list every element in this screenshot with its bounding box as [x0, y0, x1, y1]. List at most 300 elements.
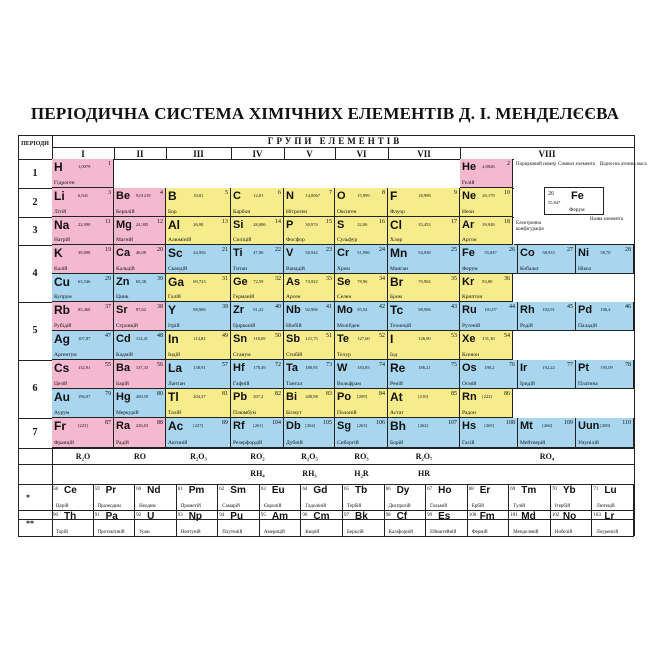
element-cell[interactable] [52, 274, 114, 303]
element-symbol: Ac [168, 419, 184, 433]
element-symbol: Pd [578, 304, 593, 316]
actinide-cell[interactable] [551, 511, 593, 536]
element-symbol: S [337, 219, 345, 231]
atomic-mass: 4,0026 [482, 164, 495, 169]
element-cell[interactable] [388, 274, 460, 303]
element-name: Гелій [462, 180, 475, 186]
element-symbol: Sb [286, 333, 301, 345]
element-name: Ейнштейній [430, 530, 457, 535]
element-symbol: Ni [578, 247, 589, 259]
element-cell[interactable] [52, 360, 114, 389]
element-symbol: La [168, 361, 183, 375]
element-name: Америцій [263, 530, 285, 535]
element-cell[interactable] [166, 389, 231, 418]
actinide-cell[interactable] [509, 511, 551, 536]
atomic-number: 92 [136, 513, 142, 518]
element-symbol: W [337, 362, 348, 374]
element-symbol: Fe [462, 247, 475, 259]
atomic-mass: [262] [305, 423, 316, 428]
element-cell[interactable] [460, 217, 513, 245]
element-name: Іридій [520, 381, 535, 387]
element-cell[interactable] [52, 188, 114, 217]
element-cell[interactable] [52, 302, 114, 331]
element-cell[interactable] [52, 418, 114, 448]
element-cell[interactable] [335, 360, 388, 389]
atomic-number: 76 [509, 362, 515, 368]
atomic-mass: 32,06 [357, 222, 368, 227]
group-number: III [193, 149, 204, 159]
atomic-number: 110 [622, 420, 631, 426]
element-name: Криптон [462, 294, 483, 300]
atomic-mass: 26,98 [193, 222, 204, 227]
element-name: Тербій [347, 504, 362, 509]
actinide-cell[interactable] [94, 511, 136, 536]
element-symbol: Yb [562, 485, 576, 496]
atomic-number: 50 [275, 333, 281, 339]
atomic-number: 93 [177, 513, 183, 518]
oxide-formula: RO₂ [250, 452, 265, 461]
atomic-mass: 28,086 [253, 222, 266, 227]
element-symbol: Er [479, 485, 491, 496]
element-name: Нітроген [286, 209, 308, 215]
atomic-number: 56 [157, 362, 163, 368]
element-name: Кюрій [305, 530, 320, 535]
element-symbol: Am [271, 511, 288, 522]
atomic-mass: [227] [193, 423, 204, 428]
grid-line [52, 484, 53, 536]
element-symbol: Hs [462, 420, 477, 432]
hydride-formula: H₂R [354, 469, 369, 478]
atomic-number: 95 [260, 513, 266, 518]
element-symbol: Uun [578, 420, 600, 432]
atomic-mass: 15,999 [357, 193, 370, 198]
element-name: Самарій [222, 504, 240, 509]
atomic-number: 28 [625, 247, 631, 253]
element-symbol: Pu [230, 511, 244, 522]
element-symbol: B [168, 189, 177, 203]
element-name: Купрум [54, 294, 72, 300]
atomic-mass: 63,546 [78, 278, 91, 284]
element-cell[interactable] [231, 389, 284, 418]
atomic-number: 48 [157, 333, 163, 339]
element-name: Унунілій [578, 440, 599, 446]
element-cell[interactable] [284, 245, 335, 274]
element-cell[interactable] [518, 360, 576, 389]
atomic-mass: 190,2 [484, 365, 495, 370]
atomic-mass: [266] [542, 423, 553, 428]
element-name: Протактиній [97, 530, 125, 535]
element-name: Менделевій [513, 530, 539, 535]
actinide-cell[interactable] [343, 511, 385, 536]
atomic-number: 8 [382, 190, 385, 196]
atomic-number: 19 [105, 247, 111, 253]
element-name: Рубідій [54, 323, 72, 329]
atomic-number: 97 [344, 513, 349, 518]
group-number: VIII [538, 149, 556, 159]
lanthanide-cell[interactable] [551, 485, 593, 510]
element-symbol: Re [390, 361, 406, 375]
element-name: Радій [116, 440, 129, 446]
element-name: Цезій [54, 381, 68, 387]
element-cell[interactable] [284, 217, 335, 245]
element-name: Берилій [116, 209, 135, 215]
element-name: Літій [54, 209, 67, 215]
element-cell[interactable] [231, 302, 284, 331]
element-cell[interactable] [335, 245, 388, 274]
element-cell[interactable] [114, 360, 166, 389]
element-cell[interactable] [114, 217, 166, 245]
atomic-number: 65 [344, 487, 349, 492]
element-symbol: Lr [604, 511, 615, 522]
atomic-number: 69 [510, 487, 516, 492]
element-cell[interactable] [52, 331, 114, 360]
element-cell[interactable] [388, 360, 460, 389]
element-cell[interactable] [335, 331, 388, 360]
element-symbol: Mn [390, 246, 408, 260]
element-name: Борій [390, 440, 404, 446]
atomic-number: 79 [105, 391, 111, 397]
element-cell[interactable] [231, 217, 284, 245]
element-symbol: Ra [116, 420, 131, 432]
element-symbol: Bk [355, 511, 368, 522]
atomic-number: 103 [593, 513, 601, 518]
element-name: Плюмбум [233, 410, 256, 416]
lanthanide-cell[interactable] [135, 485, 177, 510]
actinide-cell[interactable] [177, 511, 219, 536]
grid-line [18, 448, 634, 449]
lanthanide-cell[interactable] [94, 485, 136, 510]
atomic-number: 87 [105, 420, 111, 426]
actinide-cell[interactable] [426, 511, 468, 536]
lanthanide-cell[interactable] [592, 485, 634, 510]
element-name: Ванадій [286, 265, 305, 272]
element-name: Барій [116, 381, 129, 387]
element-cell[interactable] [231, 274, 284, 303]
element-symbol: Cd [116, 333, 131, 345]
element-symbol: Au [54, 390, 70, 404]
element-name: Диспрозій [388, 504, 411, 509]
element-symbol: P [286, 219, 294, 231]
atomic-number: 17 [451, 219, 457, 225]
element-cell[interactable] [388, 217, 460, 245]
element-cell[interactable] [114, 302, 166, 331]
element-cell[interactable] [166, 217, 231, 245]
element-name: Стибій [286, 352, 303, 358]
element-name: Радон [462, 410, 476, 416]
atomic-mass: 30,974 [305, 222, 318, 227]
element-cell[interactable] [576, 418, 634, 448]
element-symbol: Xe [462, 333, 476, 345]
element-name: Ферум [462, 265, 478, 272]
lanthanide-cell[interactable] [177, 485, 219, 510]
element-cell[interactable] [335, 217, 388, 245]
atomic-number: 9 [454, 190, 457, 196]
atomic-number: 55 [105, 362, 111, 368]
element-symbol: Sm [230, 485, 246, 496]
atomic-mass: 226,03 [135, 423, 149, 428]
element-cell[interactable] [388, 302, 460, 331]
element-symbol: Pb [233, 391, 248, 403]
atomic-mass: 132,91 [78, 365, 91, 370]
legend-mass-label: Відносна атомна маса [600, 162, 647, 167]
lanthanide-cell[interactable] [301, 485, 343, 510]
element-symbol: Pm [188, 485, 205, 496]
atomic-mass: 107,87 [78, 336, 91, 341]
element-cell[interactable] [166, 302, 231, 331]
element-symbol: Tm [521, 485, 537, 496]
element-cell[interactable] [460, 302, 518, 331]
element-cell[interactable] [284, 331, 335, 360]
element-cell[interactable] [576, 245, 634, 274]
hydride-formula: RH₄ [250, 469, 265, 478]
actinide-cell[interactable] [385, 511, 427, 536]
element-cell[interactable] [388, 418, 460, 448]
atomic-mass: 127,60 [357, 336, 370, 341]
element-cell[interactable] [284, 389, 335, 418]
element-symbol: Kr [462, 275, 475, 288]
atomic-number: 86 [504, 391, 510, 397]
element-cell[interactable] [284, 360, 335, 389]
element-cell[interactable] [114, 389, 166, 418]
legend-name-label: Назва елемента [590, 217, 624, 222]
actinide-cell[interactable] [260, 511, 302, 536]
legend-sample-mass: 55,847 [548, 200, 561, 205]
element-cell[interactable] [166, 360, 231, 389]
atomic-mass: [263] [357, 423, 367, 428]
element-cell[interactable] [166, 418, 231, 448]
atomic-mass: [222] [482, 394, 492, 399]
group-number: VI [356, 149, 367, 159]
element-name: Паладій [578, 323, 597, 329]
element-cell[interactable] [460, 360, 518, 389]
element-symbol: Es [438, 511, 451, 522]
lanthanide-cell[interactable] [468, 485, 510, 510]
atomic-number: 73 [326, 362, 332, 368]
element-name: Селен [337, 294, 352, 300]
hydride-formula: HR [418, 469, 430, 478]
element-name: Манган [390, 265, 408, 272]
oxide-formula: RO [134, 452, 146, 461]
element-name: Францій [54, 440, 74, 446]
element-cell[interactable] [284, 418, 335, 448]
atomic-mass: 65,38 [135, 278, 146, 284]
atomic-number: 77 [567, 362, 573, 368]
element-cell[interactable] [460, 331, 513, 360]
element-cell[interactable] [576, 360, 634, 389]
lanthanide-cell[interactable] [52, 485, 94, 510]
atomic-mass: 106,4 [600, 307, 611, 312]
lanthanide-cell[interactable] [218, 485, 260, 510]
element-name: Кобальт [520, 265, 539, 272]
element-cell[interactable] [388, 245, 460, 274]
element-cell[interactable] [114, 331, 166, 360]
atomic-number: 41 [326, 304, 332, 310]
lanthanide-cell[interactable] [260, 485, 302, 510]
actinide-cell[interactable] [301, 511, 343, 536]
element-cell[interactable] [231, 188, 284, 217]
element-name: Телур [337, 352, 351, 358]
element-symbol: Tb [355, 485, 368, 496]
oxide-formula: RO₄ [539, 452, 555, 461]
element-cell[interactable] [231, 418, 284, 448]
element-symbol: Sn [233, 333, 248, 345]
element-name: Бром [390, 294, 403, 300]
element-name: Іод [390, 352, 398, 358]
element-cell[interactable] [231, 360, 284, 389]
element-name: Фосфор [286, 237, 305, 243]
atomic-mass: 83,80 [482, 278, 493, 284]
atomic-mass: 14,0067 [305, 193, 321, 198]
element-symbol: Ag [54, 332, 70, 346]
element-cell[interactable] [52, 159, 114, 188]
element-symbol: Be [116, 190, 131, 202]
element-cell[interactable] [114, 274, 166, 303]
element-cell[interactable] [166, 245, 231, 274]
element-symbol: O [337, 190, 346, 202]
element-cell[interactable] [388, 188, 460, 217]
actinide-cell[interactable] [468, 511, 510, 536]
element-cell[interactable] [460, 389, 513, 418]
element-cell[interactable] [52, 217, 114, 245]
atomic-mass: 200,59 [135, 394, 149, 399]
element-cell[interactable] [460, 274, 513, 303]
element-cell[interactable] [576, 302, 634, 331]
element-cell[interactable] [231, 245, 284, 274]
element-name: Бор [168, 209, 177, 215]
actinide-cell[interactable] [52, 511, 94, 536]
element-cell[interactable] [231, 331, 284, 360]
element-cell[interactable] [460, 159, 513, 188]
element-cell[interactable] [166, 331, 231, 360]
atomic-mass: 131,30 [482, 336, 495, 341]
legend-sample-symbol: Fe [571, 190, 584, 202]
element-name: Актиній [168, 440, 188, 446]
atomic-mass: 24,305 [135, 222, 149, 227]
period-number: 1 [32, 167, 38, 179]
element-symbol: Ir [520, 362, 528, 374]
grid-line [284, 147, 285, 159]
atomic-number: 45 [567, 304, 573, 310]
atomic-number: 99 [427, 513, 433, 518]
atomic-number: 46 [625, 304, 631, 310]
element-name: Дубній [286, 440, 303, 446]
element-symbol: C [233, 190, 241, 202]
lanthanide-marker: * [26, 492, 30, 502]
element-cell[interactable] [335, 389, 388, 418]
atomic-number: 20 [157, 247, 163, 253]
actinide-cell[interactable] [218, 511, 260, 536]
grid-line [18, 536, 634, 537]
element-cell[interactable] [335, 188, 388, 217]
element-cell[interactable] [335, 418, 388, 448]
atomic-mass: 207,2 [253, 394, 264, 399]
element-cell[interactable] [114, 418, 166, 448]
atomic-number: 80 [157, 391, 163, 397]
element-name: Тантал [286, 381, 303, 387]
element-cell[interactable] [166, 188, 231, 217]
atomic-number: 35 [451, 275, 457, 282]
atomic-number: 42 [379, 304, 385, 310]
legend-config-label: Електронна конфігурація [516, 221, 544, 232]
lanthanide-cell[interactable] [385, 485, 427, 510]
element-symbol: Y [168, 303, 177, 317]
element-cell[interactable] [388, 389, 460, 418]
element-cell[interactable] [460, 418, 518, 448]
grid-line [18, 464, 634, 465]
element-cell[interactable] [335, 274, 388, 303]
element-cell[interactable] [460, 188, 513, 217]
atomic-number: 104 [272, 420, 281, 426]
atomic-number: 78 [625, 362, 631, 368]
element-name: Берклій [347, 530, 364, 535]
element-symbol: Db [286, 420, 301, 432]
actinide-cell[interactable] [592, 511, 634, 536]
group-number: I [81, 149, 85, 159]
atomic-mass: 22,990 [78, 222, 91, 227]
element-cell[interactable] [52, 245, 114, 274]
element-cell[interactable] [518, 302, 576, 331]
element-symbol: N [286, 190, 294, 202]
period-number: 7 [32, 427, 38, 438]
element-cell[interactable] [518, 418, 576, 448]
element-name: Лютецій [596, 504, 615, 509]
atomic-mass: 178,49 [253, 365, 266, 370]
element-name: Кальцій [116, 265, 135, 272]
element-cell[interactable] [284, 188, 335, 217]
element-cell[interactable] [114, 188, 166, 217]
element-name: Титан [233, 265, 248, 272]
element-name: Хром [337, 265, 350, 272]
element-name: Неон [462, 209, 475, 215]
element-cell[interactable] [284, 274, 335, 303]
atomic-number: 66 [385, 487, 391, 492]
element-name: Ербій [471, 504, 484, 509]
element-cell[interactable] [166, 274, 231, 303]
atomic-mass: 6,941 [78, 193, 89, 198]
element-name: Алюміній [168, 237, 192, 243]
element-symbol: In [168, 332, 179, 346]
element-name: Талій [168, 410, 181, 416]
atomic-mass: 98,906 [418, 307, 431, 312]
element-name: Рутеній [462, 323, 481, 329]
atomic-mass: 40,08 [135, 250, 146, 255]
element-name: Празеодим [97, 504, 121, 509]
element-cell[interactable] [518, 245, 576, 274]
lanthanide-cell[interactable] [426, 485, 468, 510]
element-name: Калій [54, 265, 68, 272]
atomic-number: 39 [222, 304, 228, 310]
actinide-cell[interactable] [135, 511, 177, 536]
element-cell[interactable] [335, 302, 388, 331]
element-name: Прометій [180, 504, 201, 509]
element-name: Плутоній [222, 530, 243, 535]
element-cell[interactable] [52, 389, 114, 418]
atomic-number: 53 [451, 333, 457, 339]
lanthanide-cell[interactable] [509, 485, 551, 510]
element-symbol: Fm [479, 511, 495, 522]
element-symbol: Sg [337, 420, 352, 432]
atomic-mass: 138,91 [193, 365, 206, 370]
element-cell[interactable] [460, 245, 518, 274]
element-cell[interactable] [284, 302, 335, 331]
grid-line [166, 147, 167, 159]
element-symbol: Br [390, 274, 404, 289]
element-cell[interactable] [114, 245, 166, 274]
element-cell[interactable] [388, 331, 460, 360]
lanthanide-cell[interactable] [343, 485, 385, 510]
element-name: Галій [168, 294, 181, 300]
element-name: Осмій [462, 381, 477, 387]
